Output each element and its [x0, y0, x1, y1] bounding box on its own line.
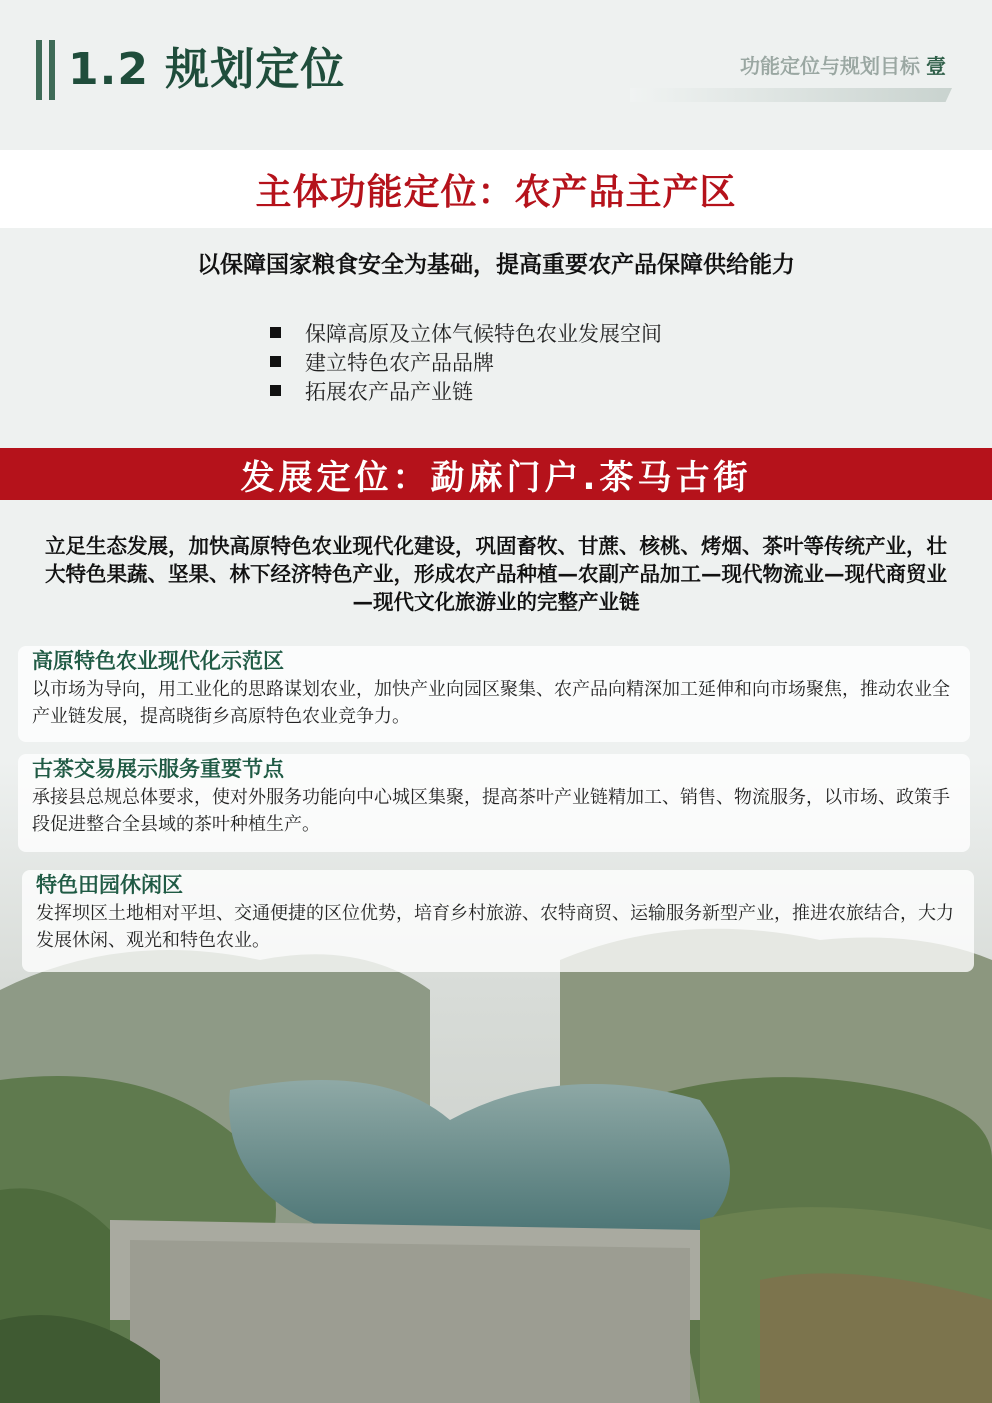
main-function-banner [0, 150, 992, 228]
main-function-title: 主体功能定位：农产品主产区 [255, 171, 737, 213]
section-number: 壹 [926, 54, 946, 78]
header-underline [630, 88, 952, 102]
list-item: 保障高原及立体气候特色农业发展空间 [270, 318, 662, 347]
section-label [740, 50, 946, 79]
positioning-card [22, 870, 974, 972]
square-bullet-icon [270, 356, 281, 367]
positioning-card [18, 754, 970, 852]
card-title: 特色田园休闲区 [36, 873, 183, 897]
development-title: 发展定位：勐麻门户.茶马古街 [240, 457, 752, 498]
square-bullet-icon [270, 327, 281, 338]
card-text: 承接县总规总体要求，使对外服务功能向中心城区集聚，提高茶叶产业链精加工、销售、物流服务，以市场、政策手段促进整合全县域的茶叶种植生产。 [32, 787, 950, 835]
header-accent-bar [36, 40, 42, 100]
page-title: 1.2 规划定位 [68, 44, 346, 95]
main-function-subtitle: 以保障国家粮食安全为基础，提高重要农产品保障供给能力 [197, 252, 795, 278]
reservoir-landscape-image [0, 760, 992, 1403]
card-text: 以市场为导向，用工业化的思路谋划农业，加快产业向园区聚集、农产品向精深加工延伸和向市场聚焦，推动农业全产业链发展，提高晓街乡高原特色农业竞争力。 [32, 679, 950, 727]
card-text: 发挥坝区土地相对平坦、交通便捷的区位优势，培育乡村旅游、农特商贸、运输服务新型产业，推进农旅结合，大力发展休闲、观光和特色农业。 [36, 903, 954, 951]
positioning-card [18, 646, 970, 742]
square-bullet-icon [270, 385, 281, 396]
list-item: 建立特色农产品品牌 [270, 347, 662, 376]
section-label-text: 功能定位与规划目标 [740, 54, 920, 78]
list-item: 拓展农产品产业链 [270, 376, 662, 405]
card-title: 高原特色农业现代化示范区 [32, 649, 284, 673]
card-title: 古茶交易展示服务重要节点 [32, 757, 284, 781]
development-banner [0, 448, 992, 500]
development-description: 立足生态发展，加快高原特色农业现代化建设，巩固畜牧、甘蔗、核桃、烤烟、茶叶等传统产业，壮大特色果蔬、坚果、林下经济特色产业，形成农产品种植—农副产品加工—现代物流业—现代商贸业—现代文化旅游业的完整产业链 [45, 534, 947, 614]
main-function-bullet-list [270, 318, 662, 405]
header-accent-bar [49, 40, 55, 100]
